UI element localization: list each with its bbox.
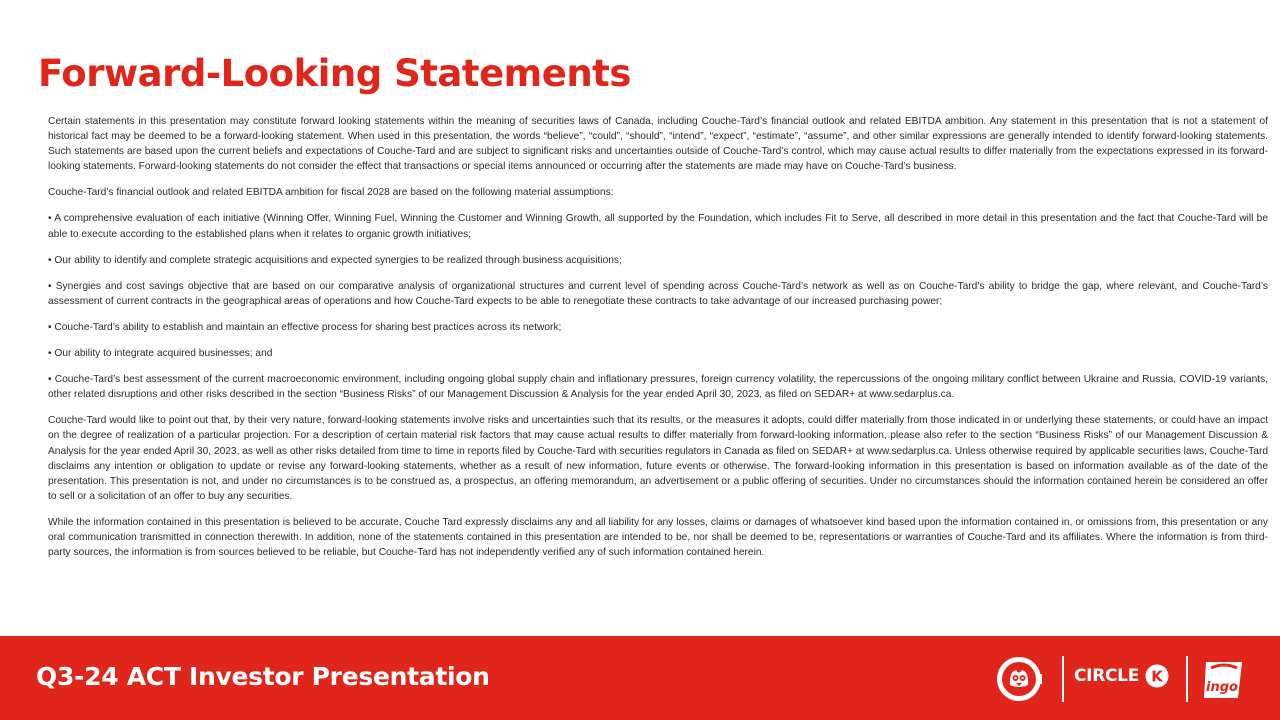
page-title: Forward-Looking Statements bbox=[38, 52, 631, 95]
circle-k-logo-icon bbox=[1145, 664, 1169, 688]
bullet-best-practices: • Couche-Tard’s ability to establish and maintain an effective process for sharing best practices across its network; bbox=[48, 321, 562, 333]
circle-k-letter: K bbox=[1151, 667, 1164, 686]
paragraph-liability: While the information contained in this presentation is believed to be accurate, Couche Tard expressly disclaims any and all liability for any losses, claims or damages of whatsoever kind based upon the information contained in, or omissions from, this presentation or any oral communication transmitted in connection therewith. In addition, none of the statements contained in this presentation are intended to be, nor shall be deemed to be, representations or warranties of Couche-Tard and its affiliates. Where the information is from third-party sources, the information is from sources believed to be reliable, but Couche-Tard has not independently verified any of such information contained herein. bbox=[48, 516, 1268, 559]
logo-divider bbox=[1062, 656, 1064, 702]
footer-bar bbox=[0, 636, 1280, 720]
presentation-title: Q3-24 ACT Investor Presentation bbox=[36, 662, 490, 691]
bullet-acquisitions: • Our ability to identify and complete strategic acquisitions and expected synergies to be realized through business acquisitions; bbox=[48, 254, 622, 266]
bullet-integration: • Our ability to integrate acquired businesses; and bbox=[48, 348, 273, 360]
bullet-macroeconomic: • Couche-Tard’s best assessment of the current macroeconomic environment, including ongoing global supply chain and inflationary pressures, foreign currency volatility, the repercussions of the ongoing military conflict between Ukraine and Russia, COVID-19 variants, other related disruptions and other risks described in the section “Business Risks” of our Management Discussion & Analysis for the year ended April 30, 2023, as filed on SEDAR+ at www.sedarplus.ca. bbox=[48, 374, 1268, 401]
couche-tard-logo-icon bbox=[996, 656, 1046, 702]
ingo-logo-icon bbox=[1202, 658, 1246, 702]
circle-k-wordmark: CIRCLE bbox=[1074, 666, 1140, 686]
paragraph-risks: Couche-Tard would like to point out that, by their very nature, forward-looking statements involve risks and uncertainties such that its results, or the measures it adopts, could differ materially from those indicated in or underlying these statements, or could have an impact on the degree of realization of a particular projection. For a description of certain material risk factors that may cause actual results to differ materially from forward-looking information, please also refer to the section “Business Risks” of our Management Discussion & Analysis for the year ended April 30, 2023, as well as other risks detailed from time to time in reports filed by Couche-Tard with securities regulators in Canada as filed on SEDAR+ at www.sedarplus.ca. Unless otherwise required by applicable securities laws, Couche-Tard disclaims any intention or obligation to update or revise any forward-looking statements, whether as a result of new information, future events or otherwise. The forward-looking information in this presentation is based on information available as of the date of the presentation. This presentation is not, and under no circumstances is to be construed as, a prospectus, an offering memorandum, an advertisement or a public offering of securities. Under no circumstances should the information contained herein be considered an offer to sell or a solicitation of an offer to buy any securities. bbox=[48, 415, 1268, 502]
disclaimer-body bbox=[48, 114, 1268, 571]
paragraph-assumptions-lead: Couche-Tard’s financial outlook and related EBITDA ambition for fiscal 2028 are based on the following material assumptions: bbox=[48, 187, 614, 199]
bullet-initiatives: • A comprehensive evaluation of each initiative (Winning Offer, Winning Fuel, Winning the Customer and Winning Growth, all supported by the Foundation, which includes Fit to Serve, all described in more detail in this presentation and the fact that Couche-Tard will be able to execute according to the established plans when it relates to organic growth initiatives; bbox=[48, 213, 1268, 240]
paragraph-intro: Certain statements in this presentation may constitute forward looking statements within the meaning of securities laws of Canada, including Couche-Tard’s financial outlook and related EBITDA ambition. Any statement in this presentation that is not a statement of historical fact may be deemed to be a forward-looking statement. When used in this presentation, the words “believe”, “could”, “should”, “intend”, “expect”, “estimate”, “assume”, and other similar expressions are generally intended to identify forward-looking statements. Such statements are based upon the current beliefs and expectations of Couche-Tard and are subject to significant risks and uncertainties outside of Couche-Tard’s control, which may cause actual results to differ materially from the expectations expressed in its forward-looking statements. Forward-looking statements do not consider the effect that transactions or special items announced or occurring after the statements are made may have on Couche-Tard’s business. bbox=[48, 116, 1268, 173]
logo-divider bbox=[1186, 656, 1188, 702]
circle-k-logo bbox=[1074, 664, 1169, 694]
ingo-wordmark: ingo bbox=[1206, 680, 1238, 695]
bullet-synergies: • Synergies and cost savings objective that are based on our comparative analysis of organizational structures and current level of spending across Couche-Tard’s network as well as on Couche-Tard’s ability to bridge the gap, where relevant, and Couche-Tard’s assessment of current contracts in the geographical areas of operations and how Couche-Tard expects to be able to renegotiate these contracts to take advantage of our increased purchasing power; bbox=[48, 280, 1268, 307]
